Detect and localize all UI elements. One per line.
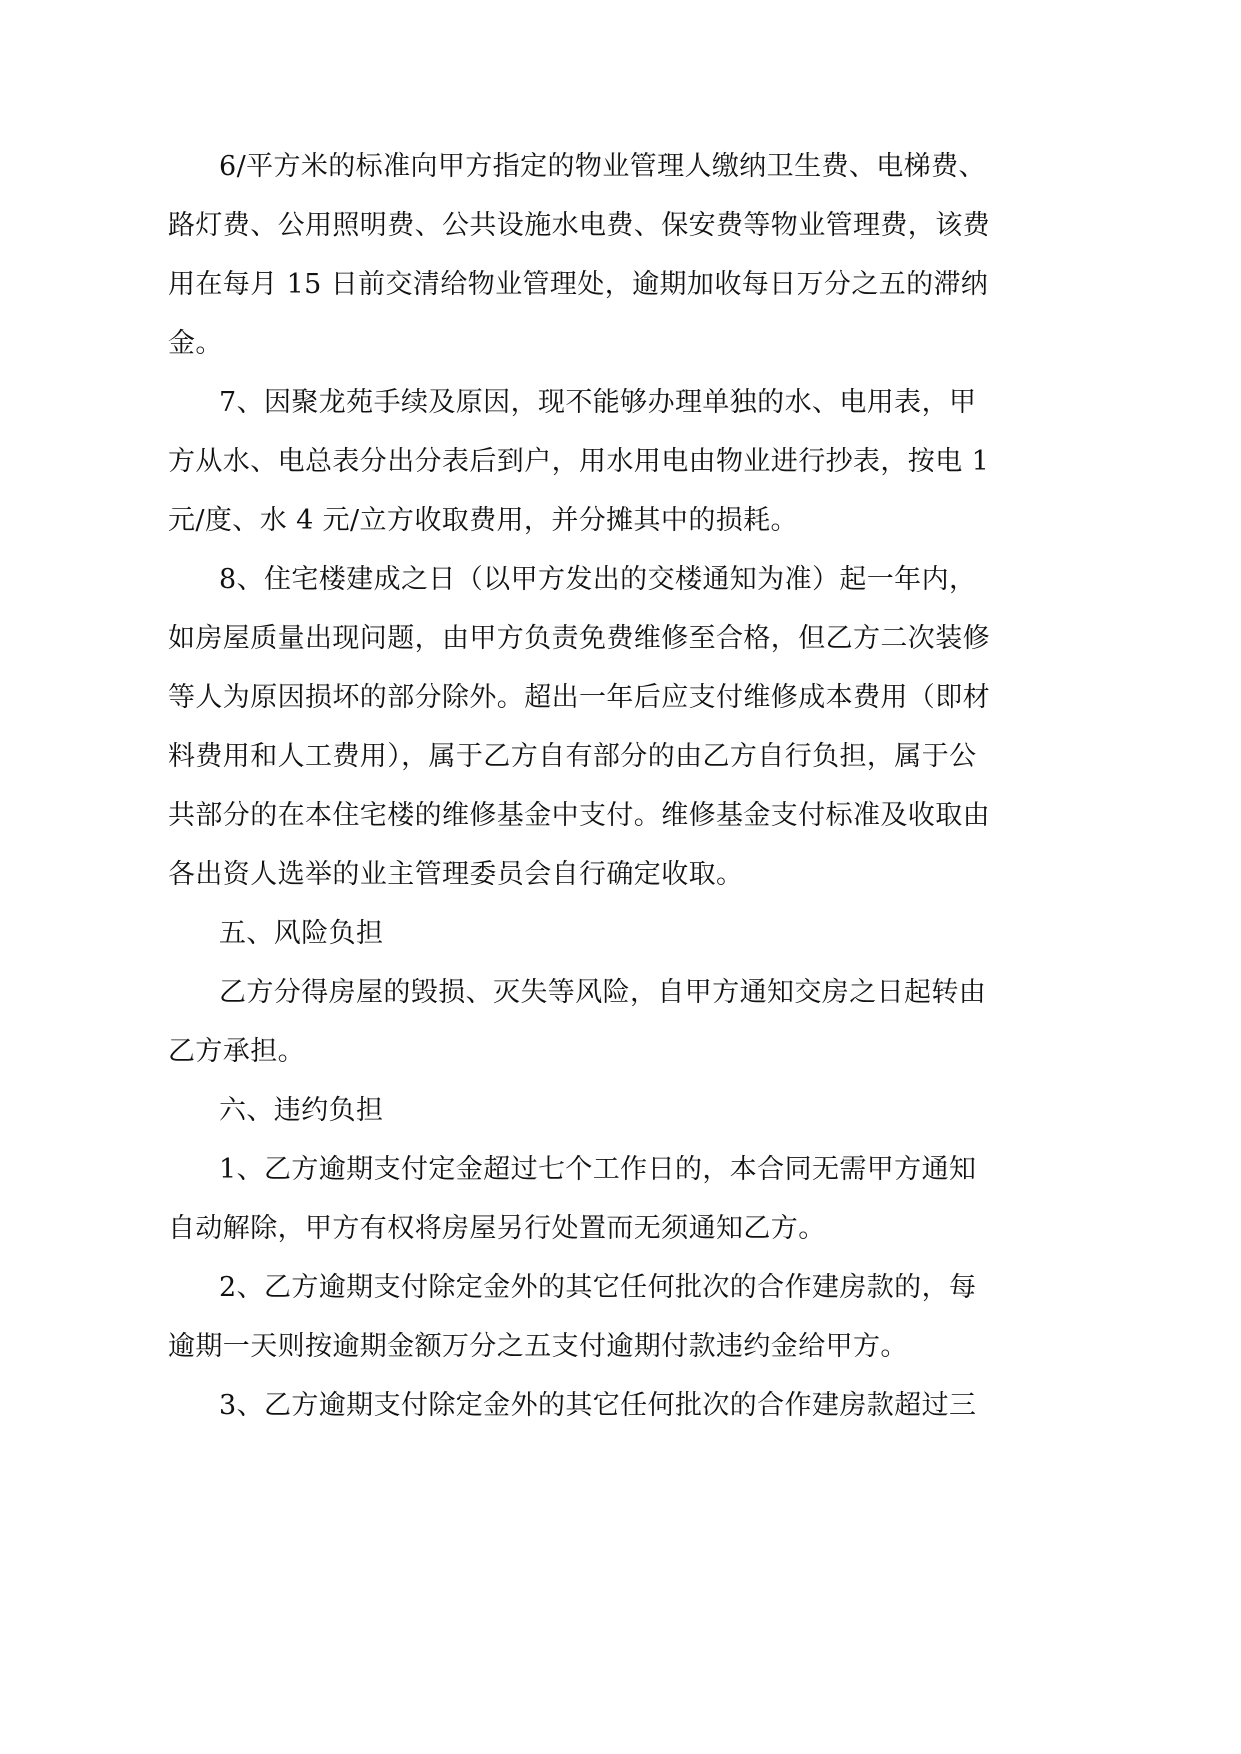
text-line: 6/平方米的标准向甲方指定的物业管理人缴纳卫生费、电梯费、 <box>219 151 986 182</box>
text-line: 各出资人选举的业主管理委员会自行确定收取。 <box>168 859 744 890</box>
text-line: 共部分的在本住宅楼的维修基金中支付。维修基金支付标准及收取由 <box>168 800 990 831</box>
text-line: 7、因聚龙苑手续及原因，现不能够办理单独的水、电用表，甲 <box>219 387 977 418</box>
text-line: 金。 <box>168 328 223 359</box>
section-heading: 五、风险负担 <box>219 918 384 949</box>
text-line: 用在每月 15 日前交清给物业管理处，逾期加收每日万分之五的滞纳 <box>168 269 989 300</box>
text-line: 方从水、电总表分出分表后到户，用水用电由物业进行抄表，按电 1 <box>168 446 990 477</box>
text-line: 自动解除，甲方有权将房屋另行处置而无须通知乙方。 <box>168 1213 826 1244</box>
text-line: 3、乙方逾期支付除定金外的其它任何批次的合作建房款超过三 <box>219 1390 977 1421</box>
text-line: 路灯费、公用照明费、公共设施水电费、保安费等物业管理费，该费 <box>168 210 990 241</box>
text-line: 料费用和人工费用），属于乙方自有部分的由乙方自行负担，属于公 <box>168 741 977 772</box>
text-line: 元/度、水 4 元/立方收取费用，并分摊其中的损耗。 <box>168 505 798 536</box>
section-heading: 六、违约负担 <box>219 1095 384 1126</box>
text-line: 如房屋质量出现问题，由甲方负责免费维修至合格，但乙方二次装修 <box>168 623 990 654</box>
text-line: 8、住宅楼建成之日（以甲方发出的交楼通知为准）起一年内， <box>219 564 977 595</box>
text-line: 1、乙方逾期支付定金超过七个工作日的，本合同无需甲方通知 <box>219 1154 977 1185</box>
text-line: 等人为原因损坏的部分除外。超出一年后应支付维修成本费用（即材 <box>168 682 990 713</box>
text-line: 乙方分得房屋的毁损、灭失等风险，自甲方通知交房之日起转由 <box>219 977 987 1008</box>
text-line: 乙方承担。 <box>168 1036 305 1067</box>
text-line: 2、乙方逾期支付除定金外的其它任何批次的合作建房款的，每 <box>219 1272 977 1303</box>
text-line: 逾期一天则按逾期金额万分之五支付逾期付款违约金给甲方。 <box>168 1331 908 1362</box>
